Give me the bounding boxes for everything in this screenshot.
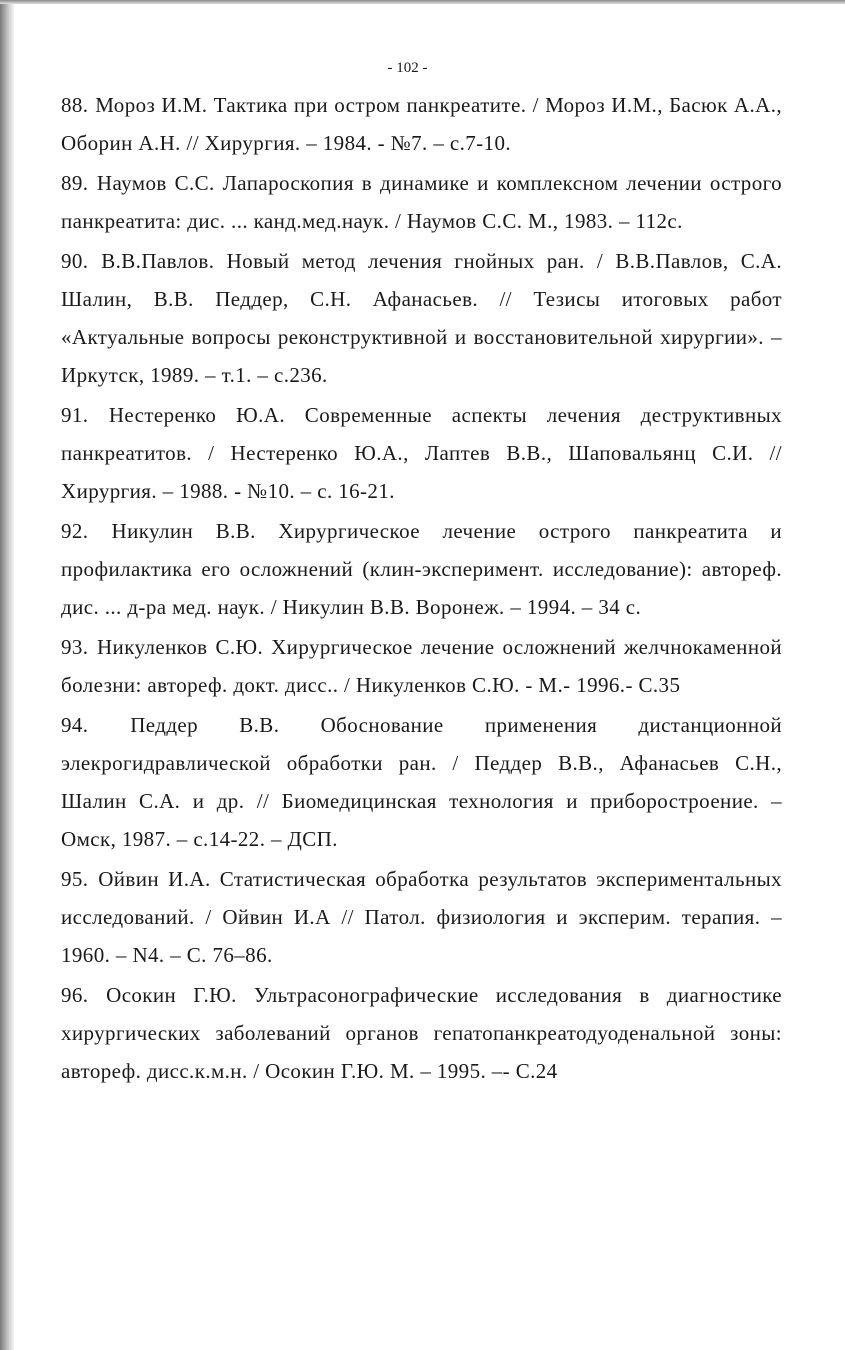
reference-number: 90.: [61, 249, 89, 273]
reference-text: Педдер В.В. Обоснование применения дистанционной элекрогидравлической обработки ран. / Педдер В.В., Афанасьев С.Н., Шалин С.А. и др. // Биомедицинская технология и приборостроение. – Омск, 1987. – с.14-22. – ДСП.: [61, 713, 782, 851]
reference-item: [61, 164, 782, 240]
reference-text: Наумов С.С. Лапароскопия в динамике и комплексном лечении острого панкреатита: дис. ... канд.мед.наук. / Наумов С.С. М., 1983. – 112с.: [61, 171, 782, 233]
reference-number: 94.: [61, 713, 89, 737]
reference-text: В.В.Павлов. Новый метод лечения гнойных ран. / В.В.Павлов, С.А. Шалин, В.В. Педдер, С.Н. Афанасьев. // Тезисы итоговых работ «Актуальные вопросы реконструктивной и восстановительной хирургии». – Иркутск, 1989. – т.1. – с.236.: [61, 249, 782, 387]
reference-number: 93.: [61, 635, 89, 659]
reference-text: Нестеренко Ю.А. Современные аспекты лечения деструктивных панкреатитов. / Нестеренко Ю.А., Лаптев В.В., Шаповальянц С.И. // Хирургия. – 1988. - №10. – с. 16-21.: [61, 403, 782, 503]
reference-text: Ойвин И.А. Статистическая обработка результатов экспериментальных исследований. / Ойвин И.А // Патол. физиология и эксперим. терапия. – 1960. – N4. – С. 76–86.: [61, 867, 782, 967]
reference-number: 91.: [61, 403, 89, 427]
reference-item: [61, 860, 782, 974]
reference-list: [61, 86, 782, 1092]
scan-binding-shadow: [0, 0, 14, 1350]
reference-number: 89.: [61, 171, 89, 195]
reference-item: [61, 396, 782, 510]
scan-top-shadow: [0, 0, 845, 4]
reference-text: Осокин Г.Ю. Ультрасонографические исследования в диагностике хирургических заболеваний органов гепатопанкреатодуоденальной зоны: автореф. дисс.к.м.н. / Осокин Г.Ю. М. – 1995. –- С.24: [61, 983, 783, 1083]
reference-item: [61, 512, 782, 626]
reference-item: [61, 86, 782, 162]
reference-text: Никулин В.В. Хирургическое лечение острого панкреатита и профилактика его осложнений (клин-эксперимент. исследование): автореф. дис. ... д-ра мед. наук. / Никулин В.В. Воронеж. – 1994. – 34 с.: [61, 519, 783, 619]
reference-item: [61, 242, 782, 394]
reference-item: [61, 628, 782, 704]
reference-text: Никуленков С.Ю. Хирургическое лечение осложнений желчнокаменной болезни: автореф. докт. дисс.. / Никуленков С.Ю. - М.- 1996.- С.35: [61, 635, 782, 697]
reference-number: 95.: [61, 867, 89, 891]
reference-item: [61, 976, 782, 1090]
reference-number: 88.: [61, 93, 89, 117]
reference-item: [61, 706, 782, 858]
page-number: - 102 -: [387, 60, 428, 76]
reference-text: Мороз И.М. Тактика при остром панкреатите. / Мороз И.М., Басюк А.А., Оборин А.Н. // Хирургия. – 1984. - №7. – с.7-10.: [61, 93, 783, 155]
reference-number: 92.: [61, 519, 89, 543]
reference-number: 96.: [61, 983, 89, 1007]
